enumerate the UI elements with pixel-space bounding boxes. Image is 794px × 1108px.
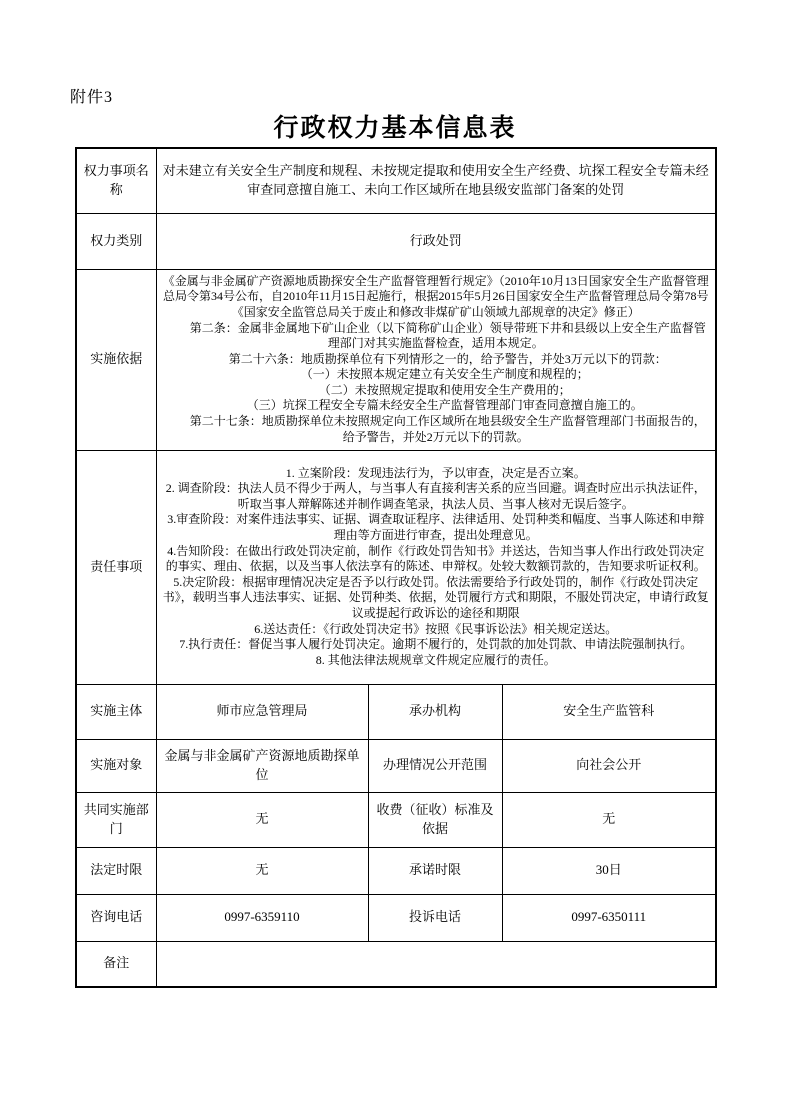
responsibility-value <box>156 450 716 684</box>
text-paragraph: 8. 其他法律法规规章文件规定应履行的责任。 <box>315 652 556 667</box>
fee-standard-label: 收费（征收）标准及依据 <box>368 792 502 847</box>
statutory-limit-label: 法定时限 <box>76 847 156 894</box>
text-paragraph: （二）未按照规定提取和使用安全生产费用的； <box>300 382 571 397</box>
power-item-value: 对未建立有关安全生产制度和规程、未按规定提取和使用安全生产经费、坑探工程安全专篇未经审查同意擅自施工、未向工作区域所在地县级安监部门备案的处罚 <box>156 148 716 213</box>
public-scope-value: 向社会公开 <box>502 739 716 792</box>
target-value: 金属与非金属矿产资源地质勘探单位 <box>156 739 368 792</box>
text-paragraph: 《金属与非金属矿产资源地质勘探安全生产监督管理暂行规定》（2010年10月13日国家安全生产监督管理总局令第34号公布，自2010年11月15日起施行，根据2015年5月26日国家安全生产监督管理总局令第78号《国家安全监管总局关于废止和修改非煤矿矿山领域九部规章的决定》修正） <box>162 273 709 319</box>
responsibility-paragraphs <box>163 466 710 669</box>
info-table <box>75 147 717 988</box>
promised-limit-label: 承诺时限 <box>368 847 502 894</box>
row-target <box>76 739 716 792</box>
complaint-phone-label: 投诉电话 <box>368 894 502 941</box>
implementation-basis-paragraphs <box>163 274 710 446</box>
inquiry-phone-label: 咨询电话 <box>76 894 156 941</box>
row-phones <box>76 894 716 941</box>
row-responsibility <box>76 450 716 684</box>
text-paragraph: （三）坑探工程安全专篇未经安全生产监督管理部门审查同意擅自施工的。 <box>228 398 643 413</box>
implementing-body-label: 实施主体 <box>76 684 156 739</box>
text-paragraph: （一）未按照本规定建立有关安全生产制度和规程的； <box>282 367 589 382</box>
text-paragraph: 6.送达责任：《行政处罚决定书》按照《民事诉讼法》相关规定送达。 <box>254 621 618 636</box>
text-paragraph: 第二十六条：地质勘探单位有下列情形之一的，给予警告，并处3万元以下的罚款： <box>204 351 667 366</box>
page-title: 行政权力基本信息表 <box>273 115 517 142</box>
public-scope-label: 办理情况公开范围 <box>368 739 502 792</box>
target-label: 实施对象 <box>76 739 156 792</box>
implementing-body-value: 师市应急管理局 <box>156 684 368 739</box>
fee-standard-value: 无 <box>502 792 716 847</box>
promised-limit-value: 30日 <box>502 847 716 894</box>
complaint-phone-value: 0997-6350111 <box>502 894 716 941</box>
statutory-limit-value: 无 <box>156 847 368 894</box>
text-paragraph: 7.执行责任：督促当事人履行处罚决定。逾期不履行的，处罚款的加处罚款、申请法院强制执行。 <box>179 637 693 652</box>
row-implementing-body <box>76 684 716 739</box>
joint-departments-value: 无 <box>156 792 368 847</box>
row-remark <box>76 941 716 987</box>
row-time-limits <box>76 847 716 894</box>
responsibility-label: 责任事项 <box>76 450 156 684</box>
remark-value <box>156 941 716 987</box>
row-joint-departments <box>76 792 716 847</box>
power-category-value: 行政处罚 <box>156 213 716 269</box>
joint-departments-label: 共同实施部门 <box>76 792 156 847</box>
power-category-label: 权力类别 <box>76 213 156 269</box>
handling-agency-value: 安全生产监管科 <box>502 684 716 739</box>
text-paragraph: 第二条：金属非金属地下矿山企业（以下简称矿山企业）领导带班下井和县级以上安全生产监督管理部门对其实施监督检查，适用本规定。 <box>165 320 706 351</box>
text-paragraph: 1. 立案阶段：发现违法行为，予以审查，决定是否立案。 <box>285 465 586 480</box>
text-paragraph: 第二十七条：地质勘探单位未按照规定向工作区域所在地县级安全生产监督管理部门书面报告的，给予警告，并处2万元以下的罚款。 <box>165 414 706 444</box>
attachment-label: 附件3 <box>70 89 114 106</box>
row-power-category <box>76 213 716 269</box>
handling-agency-label: 承办机构 <box>368 684 502 739</box>
row-power-item <box>76 148 716 213</box>
text-paragraph: 4.告知阶段：在做出行政处罚决定前，制作《行政处罚告知书》并送达，告知当事人作出行政处罚决定的事实、理由、依据，以及当事人依法享有的陈述、申辩权。处较大数额罚款的，告知要求听证权利。 <box>165 543 706 574</box>
remark-label: 备注 <box>76 941 156 987</box>
inquiry-phone-value: 0997-6359110 <box>156 894 368 941</box>
implementation-basis-label: 实施依据 <box>76 269 156 450</box>
power-item-label: 权力事项名称 <box>76 148 156 213</box>
implementation-basis-value <box>156 269 716 450</box>
text-paragraph: 3.审查阶段：对案件违法事实、证据、调查取证程序、法律适用、处罚种类和幅度、当事人陈述和申辩理由等方面进行审查，提出处理意见。 <box>167 512 705 543</box>
text-paragraph: 2. 调查阶段：执法人员不得少于两人，与当事人有直接利害关系的应当回避。调查时应出示执法证件，听取当事人辩解陈述并制作调查笔录，执法人员、当事人核对无误后签字。 <box>165 481 706 511</box>
text-paragraph: 5.决定阶段：根据审理情况决定是否予以行政处罚。依法需要给予行政处罚的，制作《行政处罚决定书》，载明当事人违法事实、证据、处罚种类、依据，处罚履行方式和期限，不服处罚决定，申请行政复议或提起行政诉讼的途径和期限 <box>162 574 709 620</box>
row-implementation-basis <box>76 269 716 450</box>
